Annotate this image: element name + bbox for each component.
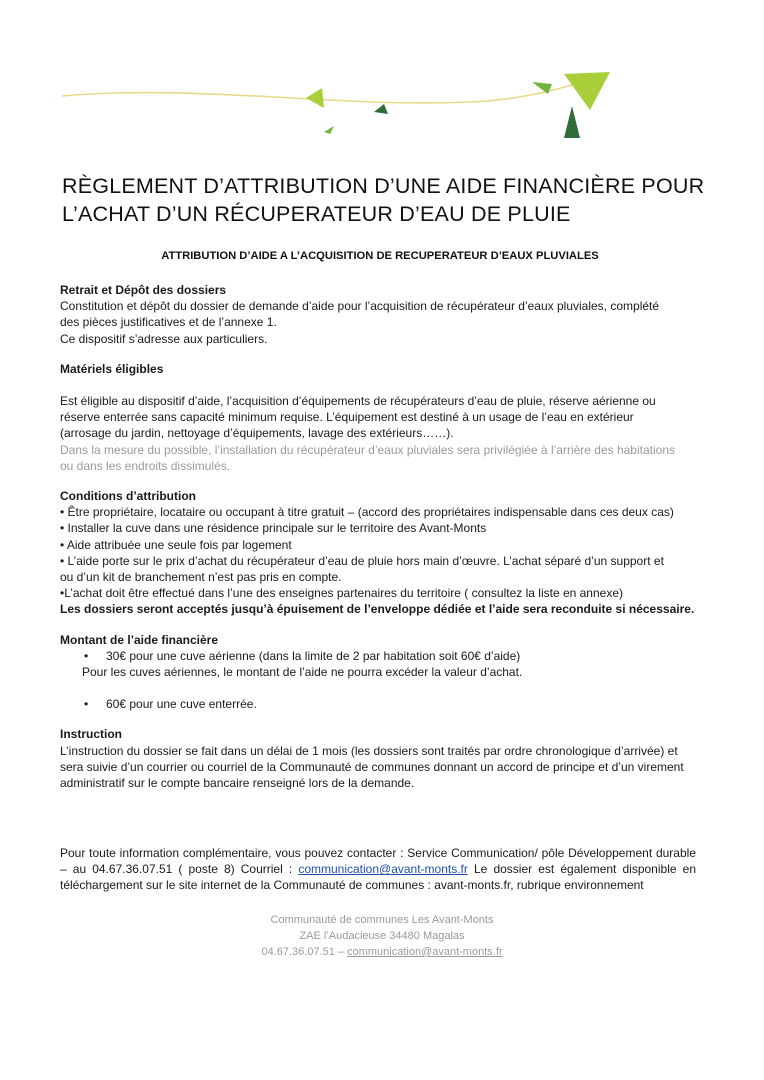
montant-item-1-note: Pour les cuves aériennes, le montant de l’aide ne pourra excéder la valeur d’achat. [82, 665, 523, 680]
conditions-bold-note: Les dossiers seront acceptés jusqu’à épuisement de l’enveloppe dédiée et l’aide sera reconduite si nécessaire. [60, 602, 695, 617]
footer-line-3 [0, 944, 764, 960]
montant-item-2 [60, 696, 700, 712]
instruction-line-1: L’instruction du dossier se fait dans un délai de 1 mois (les dossiers sont traités par ordre chronologique d’arrivée) et [60, 743, 678, 758]
contact-text-1: Pour toute information complémentaire, vous pouvez contacter : Service Communication/ pôle Développement durable – au 04.67.36.07.51 ( poste 8) Courriel : [60, 846, 696, 877]
condition-item-3: • Aide attribuée une seule fois par logement [60, 537, 292, 552]
contact-paragraph [60, 845, 696, 894]
heading-retrait: Retrait et Dépôt des dossiers [60, 283, 227, 297]
instruction-line-2: sera suivie d’un courrier ou courriel de la Communauté de communes donnant un accord de principe et d’un virement [60, 759, 684, 774]
contact-text-2: Le dossier est également disponible en téléchargement sur le site internet de la Communauté de communes : avant-monts.fr, rubrique environnement [60, 862, 696, 893]
retrait-line-1: Constitution et dépôt du dossier de demande d’aide pour l’acquisition de récupérateur d’eaux pluviales, complété [60, 299, 660, 314]
montant-item-1 [60, 648, 700, 664]
footer-line-2: ZAE l’Audacieuse 34480 Magalas [299, 930, 465, 942]
condition-item-4a: • L’aide porte sur le prix d’achat du récupérateur d’eau de pluie hors main d’œuvre. L’achat séparé d’un support et [60, 553, 664, 568]
footer-address [0, 912, 764, 960]
bullet: • [84, 697, 89, 712]
materiels-line-2: réserve enterrée sans capacité minimum requise. L’équipement est destiné à un usage de l’eau en extérieur [60, 410, 634, 425]
title-line-1: RÈGLEMENT D’ATTRIBUTION D’UNE AIDE FINANCIÈRE POUR [62, 174, 705, 198]
condition-item-5: •L’achat doit être effectué dans l’une des enseignes partenaires du territoire ( consultez la liste en annexe) [60, 586, 623, 601]
heading-materiels: Matériels éligibles [60, 361, 164, 376]
materiels-line-1: Est éligible au dispositif d’aide, l’acquisition d’équipements de récupérateurs d’eau de pluie, réserve aérienne ou [60, 394, 656, 409]
montant-item-1-text: 30€ pour une cuve aérienne (dans la limite de 2 par habitation soit 60€ d’aide) [106, 648, 521, 663]
page-subtitle: ATTRIBUTION D’AIDE A L’ACQUISITION DE RECUPERATEUR D’EAUX PLUVIALES [161, 250, 599, 262]
logo-leaf-2 [374, 104, 388, 114]
logo-leaf-3 [324, 126, 334, 134]
logo-leaf-5 [564, 72, 610, 110]
heading-instruction: Instruction [60, 727, 122, 742]
materiels-grey-1: Dans la mesure du possible, l’installation du récupérateur d’eaux pluviales sera privilégiée à l’arrière des habitations [60, 442, 676, 457]
logo-swoosh-line [62, 80, 590, 103]
heading-montant: Montant de l’aide financière [60, 632, 219, 647]
footer-phone: 04.67.36.07.51 – [261, 946, 348, 958]
contact-email-link[interactable]: communication@avant-monts.fr [298, 862, 468, 877]
materiels-line-3: (arrosage du jardin, nettoyage d’équipements, lavage des extérieurs……). [60, 426, 454, 441]
bullet: • [84, 648, 89, 663]
instruction-line-3: administratif sur le compte bancaire renseigné lors de la demande. [60, 776, 415, 791]
condition-item-2: • Installer la cuve dans une résidence principale sur le territoire des Avant-Monts [60, 521, 487, 536]
condition-item-4b: ou d’un kit de branchement n’est pas pris en compte. [60, 570, 342, 585]
materiels-grey-2: ou dans les endroits dissimulés. [60, 458, 231, 473]
heading-conditions: Conditions d’attribution [60, 489, 196, 504]
title-line-2: L’ACHAT D’UN RÉCUPERATEUR D’EAU DE PLUIE [62, 202, 571, 226]
condition-item-1: • Être propriétaire, locataire ou occupant à titre gratuit – (accord des propriétaires indispensable dans ces deux cas) [60, 505, 674, 520]
montant-item-2-text: 60€ pour une cuve enterrée. [106, 697, 257, 712]
logo-leaf-6 [564, 106, 580, 138]
page-title [62, 172, 712, 228]
footer-email-link[interactable]: communication@avant-monts.fr [347, 946, 503, 958]
retrait-line-3: Ce dispositif s’adresse aux particuliers. [60, 331, 268, 346]
leaf-logo-icon [0, 60, 764, 150]
retrait-line-2: des pièces justificatives et de l’annexe 1. [60, 315, 277, 330]
footer-line-1: Communauté de communes Les Avant-Monts [270, 914, 494, 926]
document-body [60, 282, 700, 791]
logo-leaf-1 [306, 88, 324, 108]
